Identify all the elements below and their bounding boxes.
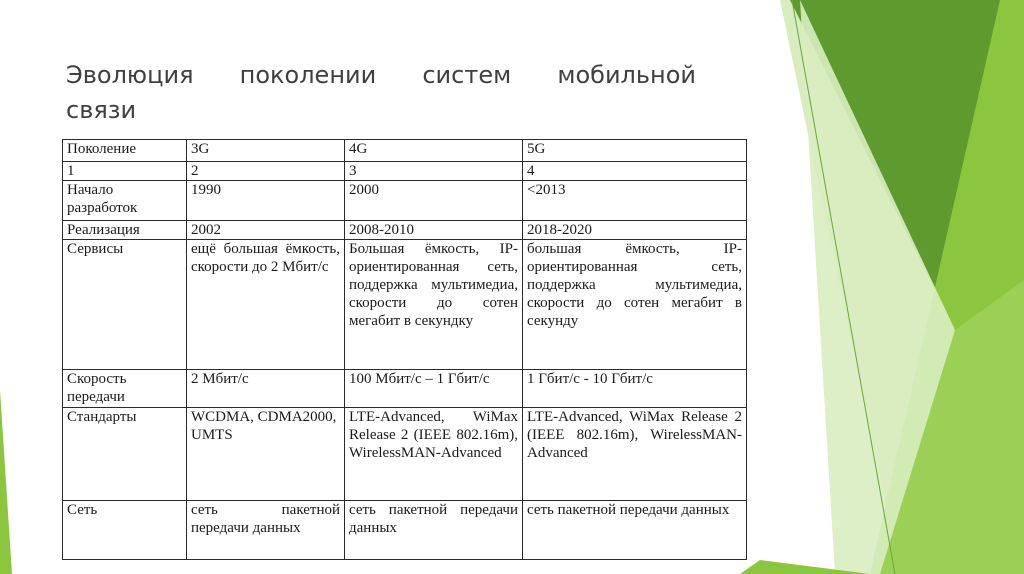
table-row	[63, 408, 747, 501]
table-row	[63, 221, 747, 240]
cell-5g: сеть пакетной передачи данных	[523, 501, 747, 560]
cell-4g: 2008-2010	[345, 221, 523, 240]
cell-5g: <2013	[523, 181, 747, 221]
table-row	[63, 501, 747, 560]
row-label: Стандарты	[63, 408, 187, 501]
cell-4g: LTE-Advanced, WiMax Release 2 (IEEE 802.16m), WirelessMAN-Advanced	[345, 408, 523, 501]
cell-5g: 4	[523, 162, 747, 181]
cell-3g: 2 Мбит/с	[187, 370, 345, 408]
cell-4g: сеть пакетной передачи данных	[345, 501, 523, 560]
cell-4g: Большая ёмкость, IP-ориентированная сеть, поддержка мультимедиа, скорости до сотен мегабит в секундку	[345, 240, 523, 370]
cell-4g: 3	[345, 162, 523, 181]
row-label: Начало разработок	[63, 181, 187, 221]
cell-3g: 3G	[187, 140, 345, 162]
row-label: 1	[63, 162, 187, 181]
title-line-2: связи	[66, 96, 137, 124]
cell-3g: WCDMA, CDMA2000, UMTS	[187, 408, 345, 501]
cell-4g: 4G	[345, 140, 523, 162]
cell-5g: 2018-2020	[523, 221, 747, 240]
generations-table	[62, 139, 747, 560]
cell-5g: LTE-Advanced, WiMax Release 2 (IEEE 802.16m), WirelessMAN-Advanced	[523, 408, 747, 501]
cell-3g: 2002	[187, 221, 345, 240]
row-label: Сеть	[63, 501, 187, 560]
cell-5g: 1 Гбит/с - 10 Гбит/с	[523, 370, 747, 408]
title-line-1: Эволюция поколении систем мобильной	[66, 61, 696, 89]
cell-3g: 2	[187, 162, 345, 181]
cell-5g: 5G	[523, 140, 747, 162]
table-row	[63, 370, 747, 408]
generations-table-wrap	[62, 139, 746, 559]
cell-3g: ещё большая ёмкость, скорости до 2 Мбит/с	[187, 240, 345, 370]
cell-4g: 100 Мбит/с – 1 Гбит/с	[345, 370, 523, 408]
cell-3g: сеть пакетной передачи данных	[187, 501, 345, 560]
table-row	[63, 140, 747, 162]
cell-3g: 1990	[187, 181, 345, 221]
slide-title	[66, 58, 696, 128]
row-label: Реализация	[63, 221, 187, 240]
cell-4g: 2000	[345, 181, 523, 221]
row-label: Поколение	[63, 140, 187, 162]
table-row	[63, 181, 747, 221]
deco-shape-left	[0, 390, 12, 574]
row-label: Сервисы	[63, 240, 187, 370]
cell-5g: большая ёмкость, IP-ориентированная сеть, поддержка мультимедиа, скорости до сотен мегабит в секунду	[523, 240, 747, 370]
table-row	[63, 240, 747, 370]
table-row	[63, 162, 747, 181]
row-label: Скорость передачи	[63, 370, 187, 408]
